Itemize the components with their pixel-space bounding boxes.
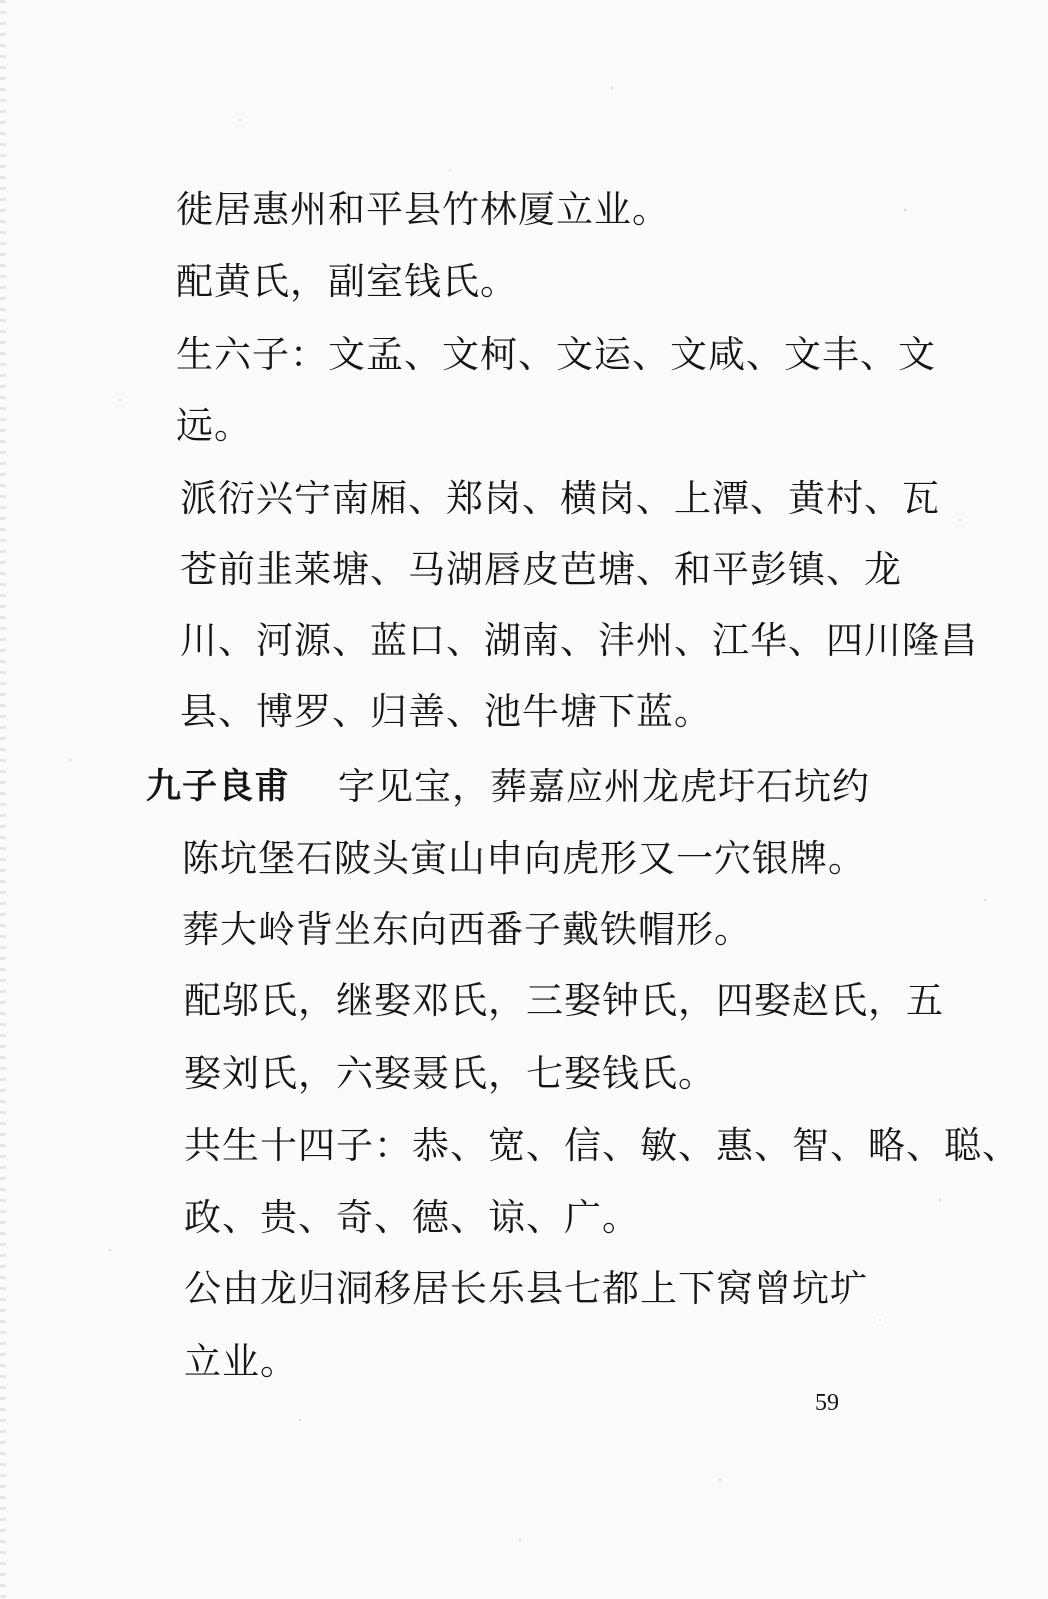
text-line: 配邬氏，继娶邓氏，三娶钟氏，四娶赵氏，五 — [184, 979, 944, 1022]
text-line: 陈坑堡石陂头寅山申向虎形又一穴银牌。 — [182, 837, 866, 880]
text-line: 徙居惠州和平县竹林厦立业。 — [176, 188, 670, 231]
text-line: 葬大岭背坐东向西番子戴铁帽形。 — [182, 908, 752, 951]
entry-first-line: 字见宝，葬嘉应州龙虎圩石坑约 — [338, 765, 870, 808]
text-line: 共生十四子：恭、宽、信、敏、惠、智、略、聪、 — [184, 1124, 1020, 1167]
text-line: 公由龙归洞移居长乐县七都上下窝曾坑圹 — [184, 1267, 868, 1310]
text-line: 远。 — [176, 404, 252, 447]
text-line: 县、博罗、归善、池牛塘下蓝。 — [180, 690, 712, 733]
text-line: 川、河源、蓝口、湖南、沣州、江华、四川隆昌 — [180, 619, 978, 662]
scan-edge-shadow — [0, 0, 6, 1599]
text-line: 派衍兴宁南厢、郑岗、横岗、上潭、黄村、瓦 — [180, 477, 940, 520]
text-line: 娶刘氏，六娶聂氏，七娶钱氏。 — [184, 1052, 716, 1095]
page-number: 59 — [815, 1390, 839, 1416]
text-line: 政、贵、奇、德、谅、广。 — [184, 1196, 640, 1239]
text-line: 立业。 — [184, 1340, 298, 1383]
text-line: 配黄氏，副室钱氏。 — [176, 260, 518, 303]
text-line: 生六子：文孟、文柯、文运、文咸、文丰、文 — [176, 333, 936, 376]
entry-heading: 九子良甫 — [146, 767, 291, 807]
text-line: 苍前韭莱塘、马湖唇皮芭塘、和平彭镇、龙 — [180, 548, 902, 591]
